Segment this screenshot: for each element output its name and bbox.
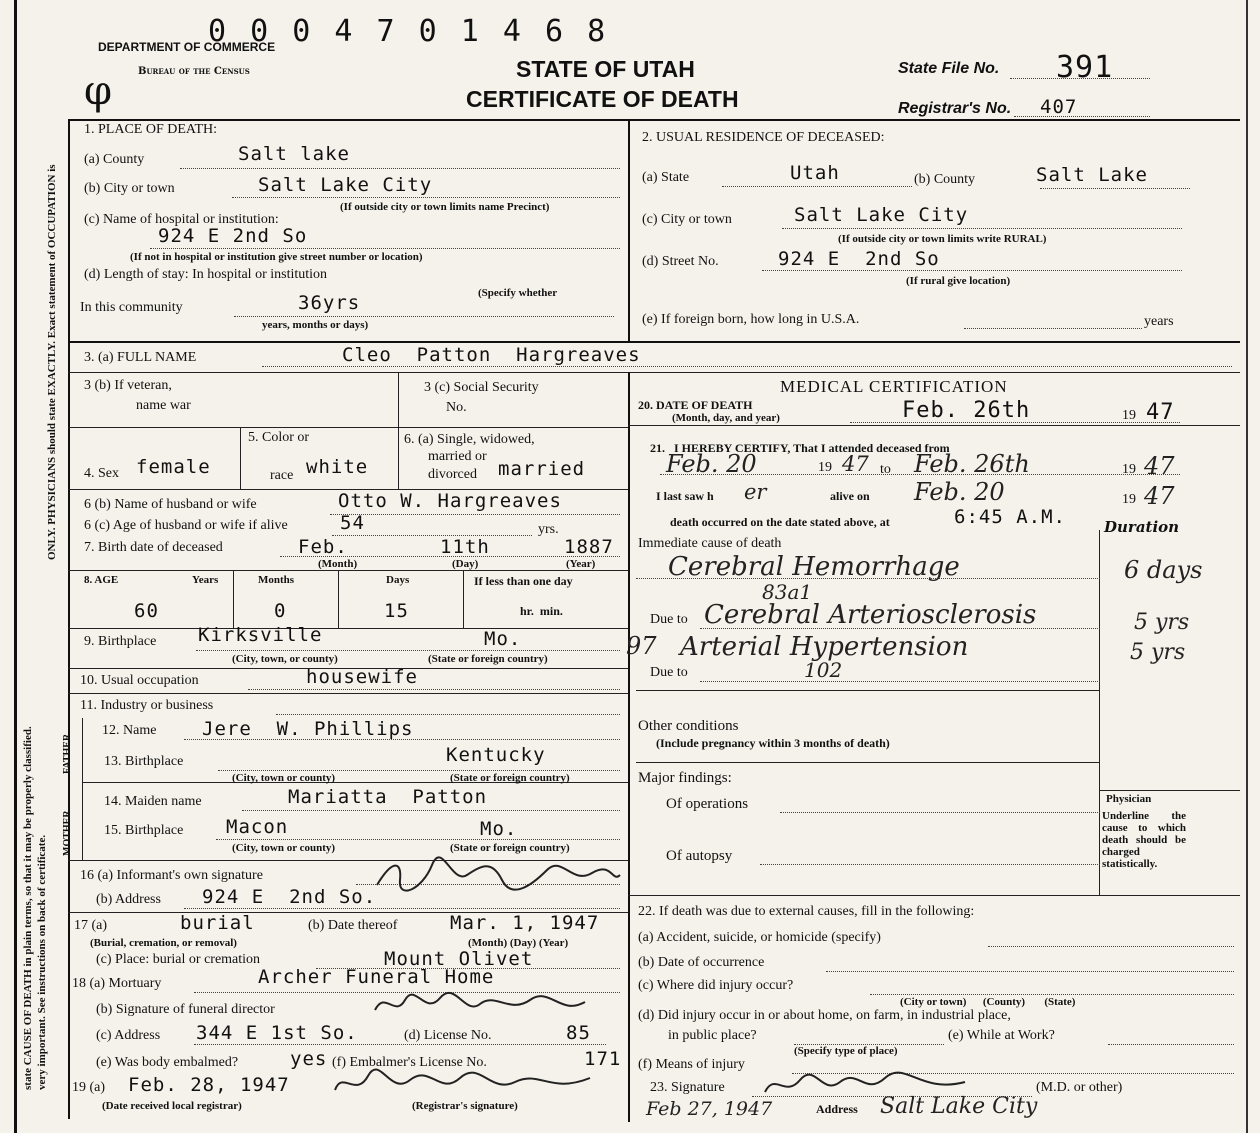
ss-sub: No.: [446, 400, 467, 415]
sex-label: 4. Sex: [84, 466, 119, 481]
residence-heading: 2. USUAL RESIDENCE OF DECEASED:: [642, 130, 885, 145]
external-c-label: (c) Where did injury occur?: [638, 978, 794, 993]
logo-mark: φ: [84, 68, 113, 114]
res-city-label: (c) City or town: [642, 212, 732, 227]
informant-address-label: (b) Address: [96, 892, 161, 907]
due-label-2: Due to: [650, 665, 688, 680]
disposition-note: (Burial, cremation, or removal): [90, 937, 237, 949]
county-label: (a) County: [84, 152, 145, 167]
immediate-label: Immediate cause of death: [638, 536, 782, 551]
occupation-value: housewife: [306, 666, 418, 688]
birthplace-state-note: (State or foreign country): [428, 653, 548, 665]
embalmer-number: 171: [584, 1048, 622, 1070]
age-lessday-label: If less than one day: [474, 574, 573, 588]
disposition-value: burial: [180, 912, 255, 934]
attended-to-label: to: [880, 462, 891, 477]
death-date-label: 20. DATE OF DEATH: [638, 398, 753, 412]
burial-date-label: (b) Date thereof: [308, 918, 398, 933]
res-foreign-label: (e) If foreign born, how long in U.S.A.: [642, 312, 860, 327]
physician-sig-date: Feb 27, 1947: [646, 1098, 773, 1120]
father-section-label: FATHER: [62, 733, 73, 774]
res-county: Salt Lake: [1036, 164, 1148, 186]
mortuary-address-label: (c) Address: [96, 1028, 161, 1043]
last-saw-year: 47: [1144, 482, 1175, 510]
death-date: Feb. 26th: [902, 398, 1031, 423]
external-d-label-2: in public place?: [668, 1028, 757, 1043]
race-label: race: [270, 468, 294, 483]
age-days-label: Days: [386, 574, 410, 586]
birth-month: Feb.: [298, 536, 348, 558]
burial-place-label: (c) Place: burial or cremation: [96, 952, 261, 967]
res-city-note: (If outside city or town limits write RURAL): [838, 233, 1047, 245]
director-signature: [370, 988, 590, 1026]
other-conditions-label: Other conditions: [638, 718, 739, 734]
hospital-label: (c) Name of hospital or institution:: [84, 212, 279, 227]
age-months-label: Months: [258, 574, 295, 586]
embalmed-label: (e) Was body embalmed?: [96, 1055, 239, 1070]
res-foreign-suffix: years: [1144, 314, 1174, 329]
due-cause-2: Arterial Hypertension: [680, 632, 969, 662]
spouse-age-label: 6 (c) Age of husband or wife if alive: [84, 518, 288, 533]
mother-state-note: (State or foreign country): [450, 842, 570, 854]
attended-year-prefix: 19: [818, 460, 832, 475]
external-f-label: (f) Means of injury: [638, 1057, 745, 1072]
death-hospital: 924 E 2nd So: [158, 225, 308, 247]
maiden-label: 14. Maiden name: [104, 794, 202, 809]
state-heading: STATE OF UTAH: [516, 56, 695, 82]
code-1: 83a1: [762, 580, 813, 604]
external-a-label: (a) Accident, suicide, or homicide (specify): [638, 930, 881, 945]
death-year: 47: [1146, 400, 1175, 425]
veteran-label: 3 (b) If veteran,: [84, 378, 172, 393]
community-label: In this community: [80, 300, 183, 315]
race-value: white: [306, 456, 369, 478]
attended-to-year-prefix: 19: [1122, 462, 1136, 477]
alive-label: alive on: [830, 489, 870, 503]
medical-heading: MEDICAL CERTIFICATION: [780, 377, 1008, 396]
due-duration-2: 5 yrs: [1130, 640, 1186, 665]
last-saw-date: Feb. 20: [914, 478, 1005, 506]
community-note: years, months or days): [262, 319, 369, 331]
marital-label-1: 6. (a) Single, widowed,: [404, 432, 535, 447]
side-note-left-1: state CAUSE OF DEATH in plain terms, so that it may be properly classified.: [22, 726, 34, 1090]
mother-bp-label: 15. Birthplace: [104, 823, 184, 838]
mortuary-name: Archer Funeral Home: [258, 966, 495, 988]
burial-place: Mount Olivet: [384, 948, 534, 970]
code-3: 102: [804, 658, 843, 682]
bureau-label: Bureau of the Census: [138, 66, 250, 77]
due-cause-1: Cerebral Arteriosclerosis: [704, 600, 1037, 630]
res-street-label: (d) Street No.: [642, 254, 719, 269]
stay-label: (d) Length of stay: In hospital or institution: [84, 267, 328, 282]
code-2: 97: [626, 632, 657, 660]
physician-note-title: Physician: [1106, 793, 1152, 805]
last-saw-pronoun: er: [744, 480, 767, 504]
deceased-name: Cleo Patton Hargreaves: [342, 344, 641, 366]
physician-sig-label: 23. Signature: [650, 1080, 725, 1095]
certify-label: 21. I HEREBY CERTIFY, That I attended deceased from: [650, 441, 950, 455]
res-state-label: (a) State: [642, 170, 690, 185]
autopsy-label: Of autopsy: [666, 848, 733, 864]
immediate-duration: 6 days: [1124, 556, 1203, 584]
license-label: (d) License No.: [404, 1028, 492, 1043]
external-d-label: (d) Did injury occur in or about home, on farm, in industrial place,: [638, 1008, 1011, 1023]
mother-bp-city: Macon: [226, 816, 289, 838]
informant-address: 924 E 2nd So.: [202, 886, 377, 908]
birthplace-city-note: (City, town, or county): [232, 653, 338, 665]
industry-label: 11. Industry or business: [80, 698, 214, 713]
attended-from: Feb. 20: [666, 450, 757, 478]
attended-to: Feb. 26th: [914, 450, 1030, 478]
disposition-label: 17 (a): [74, 918, 108, 933]
duration-label: Duration: [1104, 518, 1180, 536]
external-heading: 22. If death was due to external causes, fill in the following:: [638, 904, 975, 919]
place-heading: 1. PLACE OF DEATH:: [84, 122, 218, 137]
age-hrmin-label: hr. min.: [520, 604, 563, 618]
death-time: 6:45 A.M.: [954, 506, 1066, 528]
due-duration-1: 5 yrs: [1134, 610, 1190, 635]
res-state: Utah: [790, 162, 840, 184]
attended-to-year: 47: [1144, 452, 1175, 480]
immediate-cause: Cerebral Hemorrhage: [668, 552, 960, 582]
certificate-number: 0 0 0 4 7 0 1 4 6 8: [208, 14, 609, 49]
received-date: Feb. 28, 1947: [128, 1074, 290, 1096]
birth-day: 11th: [440, 536, 490, 558]
director-sig-label: (b) Signature of funeral director: [96, 1002, 275, 1017]
other-conditions-note: (Include pregnancy within 3 months of death): [656, 736, 890, 750]
department-label: DEPARTMENT OF COMMERCE: [98, 40, 276, 54]
informant-signature: [372, 855, 622, 903]
registrar-sig-note: (Registrar's signature): [412, 1100, 518, 1112]
side-note-right-1: ONLY. PHYSICIANS should state EXACTLY. Exact statement of OCCUPATION is: [46, 164, 58, 560]
birth-year-note: (Year): [566, 558, 596, 570]
attended-from-year: 47: [842, 452, 869, 476]
res-street: 924 E 2nd So: [778, 248, 940, 270]
embalmer-label: (f) Embalmer's License No.: [332, 1055, 487, 1070]
age-years-label: Years: [192, 574, 219, 586]
operations-label: Of operations: [666, 796, 749, 812]
mother-maiden-name: Mariatta Patton: [288, 786, 488, 808]
specify-note: (Specify whether: [478, 287, 558, 299]
community-stay: 36yrs: [298, 292, 361, 314]
external-d-note: (Specify type of place): [794, 1045, 898, 1057]
spouse-age: 54: [340, 512, 365, 534]
res-street-note: (If rural give location): [906, 275, 1011, 287]
physician-address: Salt Lake City: [880, 1094, 1038, 1119]
city-label: (b) City or town: [84, 181, 175, 196]
city-note: (If outside city or town limits name Precinct): [340, 201, 550, 213]
spouse-name: Otto W. Hargreaves: [338, 490, 562, 512]
birthplace-label: 9. Birthplace: [84, 634, 157, 649]
father-name: Jere W. Phillips: [202, 718, 414, 740]
license-number: 85: [566, 1022, 591, 1044]
major-findings-label: Major findings:: [638, 770, 732, 786]
physician-note: Underline the cause to which death should be charged statistically.: [1102, 810, 1186, 870]
sex-value: female: [136, 456, 211, 478]
mother-bp-state: Mo.: [480, 818, 518, 840]
last-saw-label: I last saw h: [656, 489, 714, 503]
external-location-note: (City or town) (County) (State): [900, 996, 1076, 1008]
father-name-label: 12. Name: [102, 723, 157, 738]
physician-sig-suffix: (M.D. or other): [1036, 1080, 1123, 1095]
last-saw-year-prefix: 19: [1122, 492, 1136, 507]
occupation-label: 10. Usual occupation: [80, 673, 199, 688]
death-year-prefix: 19: [1122, 408, 1136, 423]
death-city: Salt Lake City: [258, 174, 433, 196]
mother-section-label: MOTHER: [62, 810, 73, 856]
birth-label: 7. Birth date of deceased: [84, 540, 223, 555]
marital-label-2: married or: [428, 449, 487, 464]
hospital-note: (If not in hospital or institution give street number or location): [130, 251, 423, 263]
birthplace-city: Kirksville: [198, 624, 323, 646]
birth-year: 1887: [564, 536, 614, 558]
occurred-label: death occurred on the date stated above, at: [670, 515, 890, 529]
mortuary-address: 344 E 1st So.: [196, 1022, 358, 1044]
mortuary-label: 18 (a) Mortuary: [72, 976, 162, 991]
side-note-left-2: very important. See instructions on back of certificate.: [36, 834, 48, 1090]
registrar-label: Registrar's No.: [898, 100, 1012, 117]
ss-label: 3 (c) Social Security: [424, 380, 539, 395]
father-birthplace: Kentucky: [446, 744, 546, 766]
burial-date-note: (Month) (Day) (Year): [468, 937, 569, 949]
father-state-note: (State or foreign country): [450, 772, 570, 784]
death-date-sub: (Month, day, and year): [672, 412, 780, 424]
father-city-note: (City, town or county): [232, 772, 336, 784]
color-label: 5. Color or: [248, 430, 310, 445]
birthplace-state: Mo.: [484, 628, 522, 650]
received-note: (Date received local registrar): [102, 1100, 242, 1112]
father-bp-label: 13. Birthplace: [104, 754, 184, 769]
marital-label-3: divorced: [428, 467, 477, 482]
state-file-number: 391: [1056, 50, 1114, 85]
burial-date: Mar. 1, 1947: [450, 912, 600, 934]
age-months: 0: [274, 600, 287, 622]
veteran-sub: name war: [136, 398, 191, 413]
state-file-label: State File No.: [898, 60, 1000, 77]
spouse-age-unit: yrs.: [538, 522, 559, 537]
page-title: CERTIFICATE OF DEATH: [466, 86, 739, 112]
age-years: 60: [134, 600, 159, 622]
external-e-label: (e) While at Work?: [948, 1028, 1055, 1043]
name-label: 3. (a) FULL NAME: [84, 350, 197, 365]
embalmed-value: yes: [290, 1048, 328, 1070]
spouse-label: 6 (b) Name of husband or wife: [84, 497, 257, 512]
birth-month-note: (Month): [318, 558, 358, 570]
received-label: 19 (a): [72, 1080, 106, 1095]
informant-sig-label: 16 (a) Informant's own signature: [80, 868, 263, 883]
death-county: Salt lake: [238, 143, 350, 165]
due-label-1: Due to: [650, 612, 688, 627]
mother-city-note: (City, town or county): [232, 842, 336, 854]
age-label: 8. AGE: [84, 574, 119, 586]
marital-value: married: [498, 458, 586, 480]
age-days: 15: [384, 600, 409, 622]
res-city: Salt Lake City: [794, 204, 969, 226]
registrar-number: 407: [1040, 96, 1078, 118]
physician-address-label: Address: [816, 1102, 858, 1116]
external-b-label: (b) Date of occurrence: [638, 955, 765, 970]
birth-day-note: (Day): [452, 558, 479, 570]
res-county-label: (b) County: [914, 172, 976, 187]
